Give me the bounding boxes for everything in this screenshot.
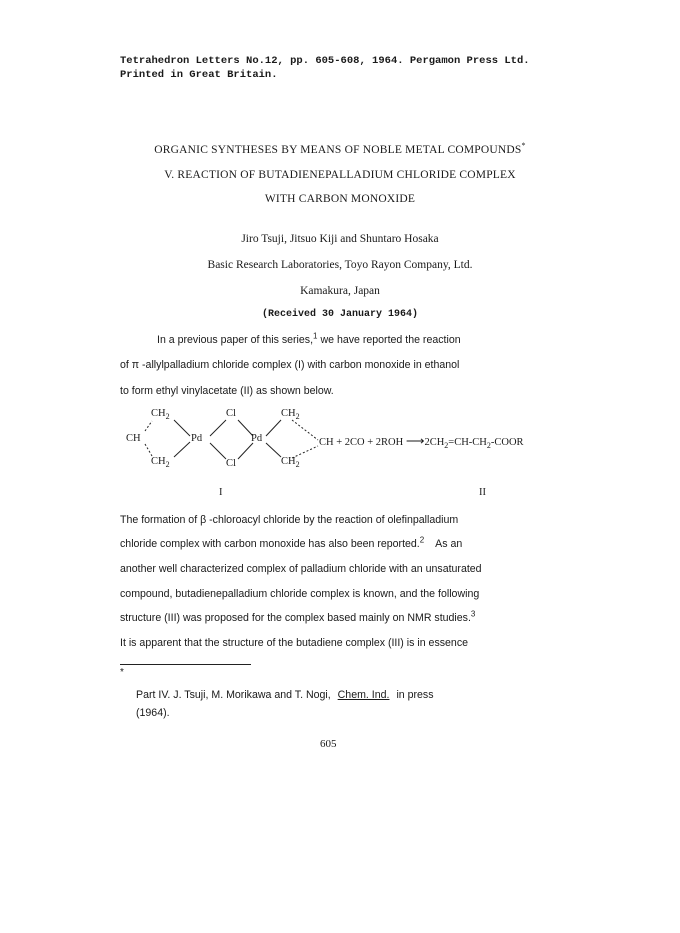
affiliation: Basic Research Laboratories, Toyo Rayon Company, Ltd. — [207, 259, 473, 271]
compound-label-II: II — [479, 487, 486, 498]
para2-line6: It is apparent that the structure of the butadiene complex (III) is in essence — [120, 637, 469, 649]
para1-line2: of π -allylpalladium chloride complex (I) with carbon monoxide in ethanol — [120, 359, 460, 371]
compound-label-I: I — [219, 487, 223, 498]
title-line-3: WITH CARBON MONOXIDE — [264, 193, 416, 205]
para2-line1: The formation of β -chloroacyl chloride by the reaction of olefinpalladium — [120, 514, 459, 526]
allyl-ch2-top-left: $CH_2$ — [151, 408, 170, 422]
palladium-2: Pd — [251, 433, 263, 444]
para1-line1-a: In a previous paper of this series, — [157, 334, 314, 346]
printed-line: Printed in Great Britain. — [120, 69, 278, 81]
palladium-1: Pd — [191, 433, 203, 444]
footnote-line1-a: Part IV. J. Tsuji, M. Morikawa and T. Nogi, — [136, 689, 331, 701]
page-number: 605 — [320, 738, 337, 750]
title-line-2: V. REACTION OF BUTADIENEPALLADIUM CHLORIDE COMPLEX — [164, 169, 516, 181]
title-line-1-text: ORGANIC SYNTHESES BY MEANS OF NOBLE METAL COMPOUNDS — [154, 144, 522, 156]
footnote-line1 — [136, 689, 434, 701]
para2-line2 — [120, 535, 463, 550]
reaction-arrow: ⟶ — [405, 433, 425, 448]
allyl-ch2-bottom-right: $CH_2$ — [281, 456, 300, 470]
footnote-journal: Chem. Ind. — [337, 689, 390, 701]
chloride-top: Cl — [226, 408, 236, 419]
allyl-ch-left: CH — [126, 433, 141, 444]
para2-line5 — [120, 609, 476, 624]
para1-line1-b: we have reported the reaction — [320, 334, 461, 346]
para2-line4: compound, butadienepalladium chloride complex is known, and the following — [120, 588, 480, 600]
allyl-ch2-bottom-left: $CH_2$ — [151, 456, 170, 470]
location: Kamakura, Japan — [300, 285, 380, 297]
para1-line3: to form ethyl vinylacetate (II) as shown below. — [120, 385, 334, 397]
received-date: (Received 30 January 1964) — [261, 309, 419, 320]
reaction-equation — [319, 433, 524, 450]
para2-line2-a: chloride complex with carbon monoxide has also been reported. — [120, 538, 420, 550]
authors: Jiro Tsuji, Jitsuo Kiji and Shuntaro Hosaka — [241, 233, 439, 245]
footnote-line1-b: in press — [396, 689, 434, 701]
reactants: CH + 2CO + 2ROH — [319, 437, 404, 448]
chloride-bottom: Cl — [226, 458, 236, 469]
para2-line5-a: structure (III) was proposed for the complex based mainly on NMR studies. — [120, 612, 471, 624]
footnote-line2: (1964). — [136, 707, 170, 719]
para2-line3: another well characterized complex of palladium chloride with an unsaturated — [120, 563, 482, 575]
journal-header: Tetrahedron Letters No.12, pp. 605-608, 1964. Pergamon Press Ltd. — [120, 55, 530, 67]
ref-1: 1 — [313, 331, 318, 341]
para2-line2-b: As an — [435, 538, 463, 550]
ref-2: 2 — [419, 535, 425, 545]
product: $2CH_2=CH-CH_2$-COOR — [424, 437, 524, 451]
footnote-rule — [120, 664, 251, 665]
title-footnote-mark: * — [521, 141, 526, 151]
footnote-mark: * — [120, 667, 124, 678]
ref-3: 3 — [470, 609, 476, 619]
allyl-ch2-top-right: $CH_2$ — [281, 408, 300, 422]
